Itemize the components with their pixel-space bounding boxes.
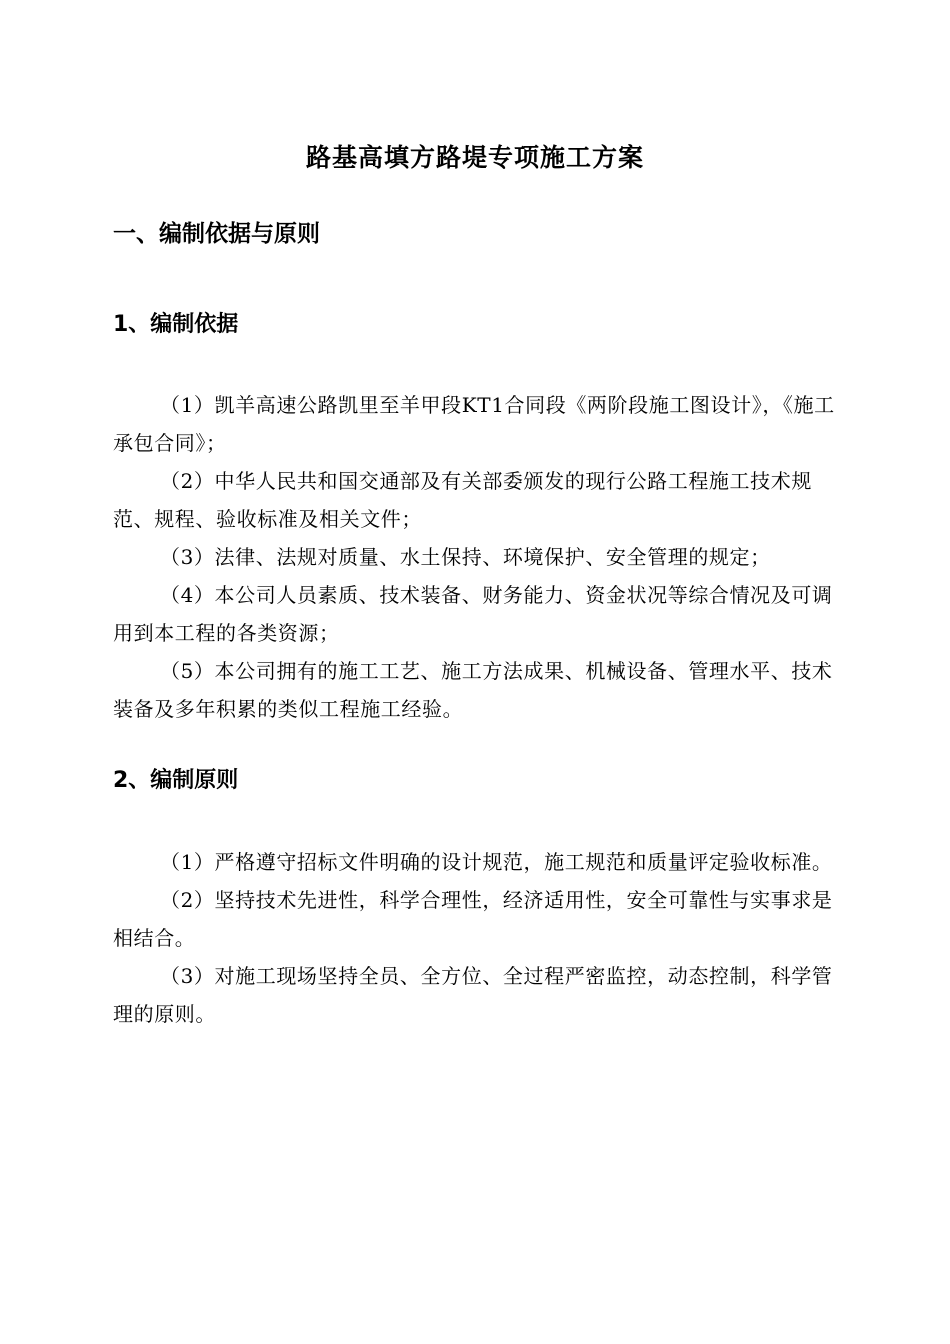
section-heading-basis-and-principles: 一、编制依据与原则 [113,221,320,247]
principles-list [113,843,839,1033]
basis-item-3: （3）法律、法规对质量、水土保持、环境保护、安全管理的规定； [160,545,771,569]
principle-item-1: （1）严格遵守招标文件明确的设计规范，施工规范和质量评定验收标准。 [160,850,833,874]
subsection-heading-basis: 1、编制依据 [113,312,239,337]
principle-item-2: （2）坚持技术先进性，科学合理性，经济适用性，安全可靠性与实事求是相结合。 [113,888,833,950]
principle-item-3: （3）对施工现场坚持全员、全方位、全过程严密监控，动态控制，科学管理的原则。 [113,964,833,1026]
basis-list [113,386,839,728]
basis-item-2: （2）中华人民共和国交通部及有关部委颁发的现行公路工程施工技术规范、规程、验收标准及相关文件； [113,469,812,531]
basis-item-5: （5）本公司拥有的施工工艺、施工方法成果、机械设备、管理水平、技术装备及多年积累的类似工程施工经验。 [113,659,833,721]
subsection-heading-principles: 2、编制原则 [113,768,239,793]
basis-item-1: （1）凯羊高速公路凯里至羊甲段KT1合同段《两阶段施工图设计》，《施工承包合同》； [113,393,835,455]
basis-item-4: （4）本公司人员素质、技术装备、财务能力、资金状况等综合情况及可调用到本工程的各类资源； [113,583,833,645]
document-title: 路基高填方路堤专项施工方案 [305,143,644,172]
